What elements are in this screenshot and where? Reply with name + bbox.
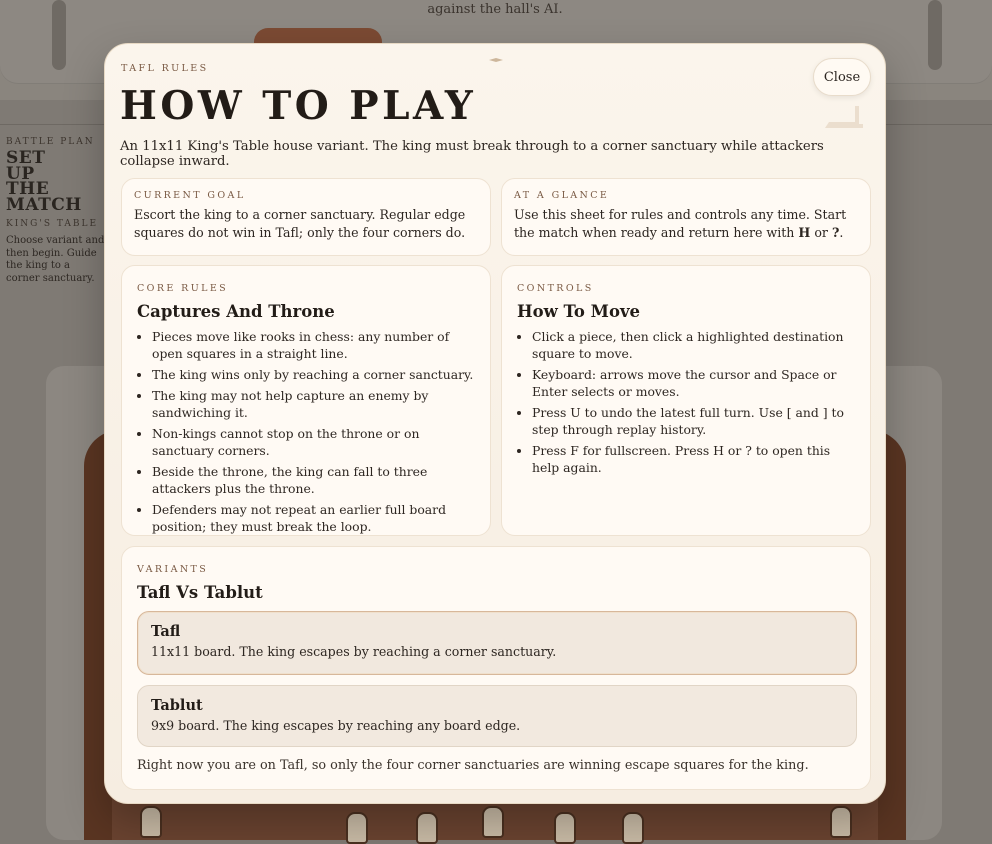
core-rules-heading: Captures And Throne <box>137 302 335 321</box>
glance-eyebrow: AT A GLANCE <box>514 190 610 201</box>
glance-card <box>501 178 871 256</box>
help-key: H <box>798 225 811 240</box>
core-rules-card <box>121 265 491 536</box>
tower-icon <box>821 102 867 130</box>
sidebar-title-line: THE <box>6 179 50 199</box>
control-item: • Click a piece, then click a highlighted destination square to move. <box>532 328 856 362</box>
rule-item: • The king may not help capture an enemy by sandwiching it. <box>152 387 476 421</box>
rule-item: • Pieces move like rooks in chess: any number of open squares in a straight line. <box>152 328 476 362</box>
core-rules-list <box>137 328 476 535</box>
dialog-lede: An 11x11 King's Table house variant. The king must break through to a corner sanctuary while attackers collapse inward. <box>120 139 824 169</box>
background-hero-text: against the hall's AI. <box>427 2 563 17</box>
variant-name: Tafl <box>151 623 181 640</box>
variants-card <box>121 546 871 790</box>
controls-list <box>517 328 856 476</box>
sidebar-title-line: UP <box>6 163 35 184</box>
rule-item: • Beside the throne, the king can fall to three attackers plus the throne. <box>152 463 476 497</box>
variants-heading: Tafl Vs Tablut <box>137 583 263 602</box>
control-item: • Press U to undo the latest full turn. Use [ and ] to step through replay history. <box>532 404 856 438</box>
goal-text: Escort the king to a corner sanctuary. Regular edge squares do not win in Tafl; only the four corners do. <box>134 207 466 240</box>
background-pillar-right <box>928 0 942 70</box>
variants-note: Right now you are on Tafl, so only the four corner sanctuaries are winning escape squares for the king. <box>137 758 809 773</box>
controls-card <box>501 265 871 536</box>
attacker-piece <box>416 812 438 844</box>
glance-text-mid: or <box>810 225 832 240</box>
ornament-icon <box>489 58 503 62</box>
attacker-piece <box>622 812 644 844</box>
sidebar-subtitle: KING'S TABLE <box>6 219 99 229</box>
rule-item: • Defenders may not repeat an earlier full board position; they must break the loop. <box>152 501 476 535</box>
background-sidebar <box>6 134 106 285</box>
glance-text-start: Use this sheet for rules and controls any time. Start the match when ready and return here with <box>514 207 847 240</box>
controls-eyebrow: CONTROLS <box>517 283 594 294</box>
controls-heading: How To Move <box>517 302 641 321</box>
glance-text-end: . <box>839 225 844 240</box>
sidebar-title <box>6 148 106 215</box>
sidebar-eyebrow: BATTLE PLAN <box>6 137 95 147</box>
attacker-piece <box>140 806 162 838</box>
help-key-alt: ? <box>831 225 840 240</box>
sidebar-title-line: MATCH <box>6 194 82 215</box>
variant-description: 11x11 board. The king escapes by reaching a corner sanctuary. <box>151 644 557 659</box>
variant-description: 9x9 board. The king escapes by reaching any board edge. <box>151 718 521 733</box>
attacker-piece <box>554 812 576 844</box>
rule-item: • Non-kings cannot stop on the throne or on sanctuary corners. <box>152 425 476 459</box>
close-button[interactable]: Close <box>813 58 871 96</box>
dialog-title: HOW TO PLAY <box>120 83 477 129</box>
attacker-piece <box>830 806 852 838</box>
variant-name: Tablut <box>151 697 203 714</box>
control-item: • Press F for fullscreen. Press H or ? to open this help again. <box>532 442 856 476</box>
rule-item: • The king wins only by reaching a corner sanctuary. <box>152 366 476 383</box>
help-dialog <box>104 43 886 804</box>
control-item: • Keyboard: arrows move the cursor and Space or Enter selects or moves. <box>532 366 856 400</box>
goal-eyebrow: CURRENT GOAL <box>134 190 246 201</box>
sidebar-body: Choose variant and then begin. Guide the king to a corner sanctuary. <box>6 235 105 284</box>
variant-option-tafl[interactable] <box>137 611 857 675</box>
core-rules-eyebrow: CORE RULES <box>137 283 229 294</box>
goal-card <box>121 178 491 256</box>
variant-option-tablut[interactable] <box>137 685 857 747</box>
variants-eyebrow: VARIANTS <box>137 564 209 575</box>
dialog-eyebrow: TAFL RULES <box>121 63 209 74</box>
sidebar-title-line: SET <box>6 148 46 168</box>
background-pillar-left <box>52 0 66 70</box>
glance-text <box>514 206 858 242</box>
attacker-piece <box>346 812 368 844</box>
king-piece <box>482 806 504 838</box>
